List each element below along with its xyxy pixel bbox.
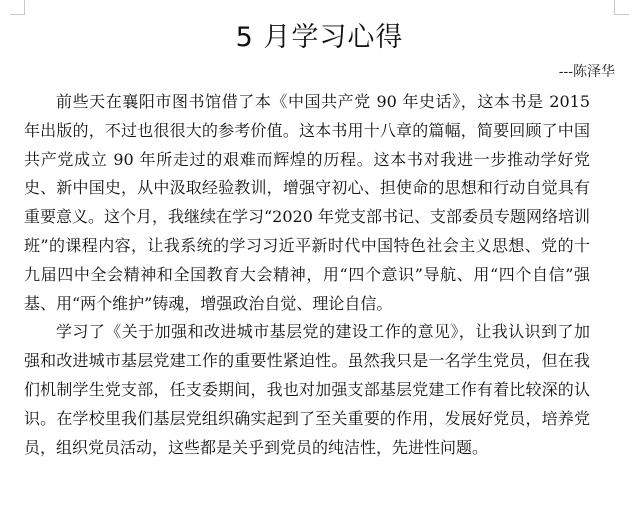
paragraph-2: 学习了《关于加强和改进城市基层党的建设工作的意见》，让我认识到了加强和改进城市基层党建工作的重要性紧迫性。虽然我只是一名学生党员，但在我们机制学生党支部，任支委期间，我也对加强支部基层党建工作有着比较深的认识。在学校里我们基层党组织确实起到了至关重要的作用，发展好党员，培养党员，组织党员活动，这些都是关乎到党员的纯洁性，先进性问题。 <box>24 322 590 457</box>
document-title: 5 月学习心得 <box>235 22 404 53</box>
document-author: ---陈泽华 <box>558 64 615 80</box>
document-body <box>24 88 590 462</box>
page-corner-mark-left <box>10 0 25 15</box>
page-corner-mark-right <box>614 0 629 15</box>
paragraph-1: 前些天在襄阳市图书馆借了本《中国共产党 90 年史话》，这本书是 2015 年出版的，不过也很很大的参考价值。这本书用十八章的篇幅，简要回顾了中国共产党成立 90 年所走过的艰难而辉煌的历程。这本书对我进一步推动学好党史、新中国史，从中汲取经验教训，增强守初心、担使命的思想和行动自觉具有重要意义。这个月，我继续在学习“2020 年党支部书记、支部委员专题网络培训班”的课程内容，让我系统的学习习近平新时代中国特色社会主义思想、党的十九届四中全会精神和全国教育大会精神，用“四个意识”导航、用“四个自信”强基、用“两个维护”铸魂，增强政治自觉、理论自信。 <box>24 92 590 313</box>
